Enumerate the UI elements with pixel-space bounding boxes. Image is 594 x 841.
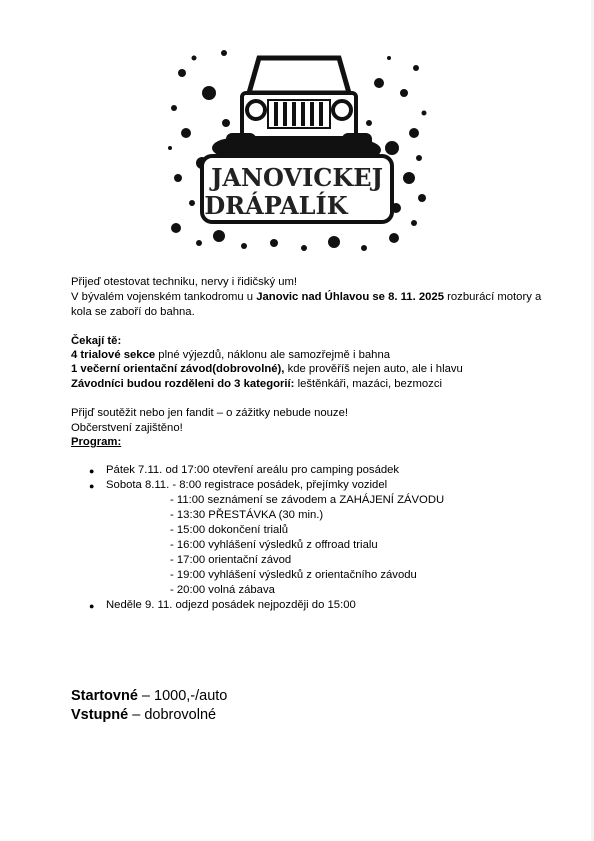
intro-line-2 [71, 290, 541, 305]
closing-line-1: Přijď soutěžit nebo jen fandit – o zážitky nebude nouze! [71, 407, 348, 419]
expect-heading: Čekají tě: [71, 335, 122, 347]
entry-fee-value: – dobrovolné [128, 707, 217, 723]
program-item: - 17:00 orientační závod [170, 554, 292, 566]
logo-plate [202, 156, 392, 222]
program-item: - 16:00 vyhlášení výsledků z offroad trialu [170, 539, 378, 551]
logo-line-2: DRÁPALÍK [204, 191, 348, 220]
bullet-icon: ● [89, 481, 95, 491]
start-fee-value: – 1000,-/auto [137, 688, 228, 704]
start-fee-label: Startovné [71, 688, 138, 704]
program-item: - 11:00 seznámení se závodem a ZAHÁJENÍ ZÁVODU [170, 494, 445, 506]
intro-text: V bývalém vojenském tankodromu u [71, 291, 257, 303]
expect-line-2 [71, 362, 463, 377]
expect-l1-bold: 4 trialové sekce [71, 349, 156, 361]
program-sunday: Neděle 9. 11. odjezd posádek nejpozději do 15:00 [106, 599, 356, 611]
expect-l2-bold: 1 večerní orientační závod(dobrovolné), [71, 363, 285, 375]
program-heading: Program: [71, 436, 122, 448]
intro-line-1: Přijeď otestovat techniku, nervy i řidičský um! [71, 276, 298, 288]
intro-text-end: rozburácí motory a [443, 291, 542, 303]
start-fee [71, 687, 227, 705]
bullet-icon: ● [89, 601, 95, 611]
expect-line-3 [71, 377, 442, 392]
entry-fee [71, 706, 216, 724]
intro-line-3: kola se zaboří do bahna. [71, 306, 195, 318]
closing-line-2: Občerstvení zajištěno! [71, 422, 183, 434]
program-item: - 13:30 PŘESTÁVKA (30 min.) [170, 509, 324, 521]
program-item: - 15:00 dokončení trialů [170, 524, 289, 536]
event-place-date: Janovic nad Úhlavou se 8. 11. 2025 [256, 291, 444, 303]
program-saturday: Sobota 8.11. - 8:00 registrace posádek, přejímky vozidel [106, 479, 388, 491]
expect-l2-rest: kde prověříš nejen auto, ale i hlavu [284, 363, 463, 375]
expect-line-1 [71, 348, 390, 363]
program-item: - 19:00 vyhlášení výsledků z orientačního závodu [170, 569, 417, 581]
expect-l3-rest: leštěnkáři, mazáci, bezmozci [294, 378, 442, 390]
expect-l3-bold: Závodníci budou rozděleni do 3 kategorií: [71, 378, 295, 390]
expect-l1-rest: plné výjezdů, náklonu ale samozřejmě i bahna [155, 349, 391, 361]
program-item: - 20:00 volná zábava [170, 584, 275, 596]
event-logo [164, 38, 430, 252]
program-friday: Pátek 7.11. od 17:00 otevření areálu pro camping posádek [106, 464, 400, 476]
logo-line-1: JANOVICKEJ [211, 163, 383, 192]
entry-fee-label: Vstupné [71, 707, 129, 723]
bullet-icon: ● [89, 466, 95, 476]
